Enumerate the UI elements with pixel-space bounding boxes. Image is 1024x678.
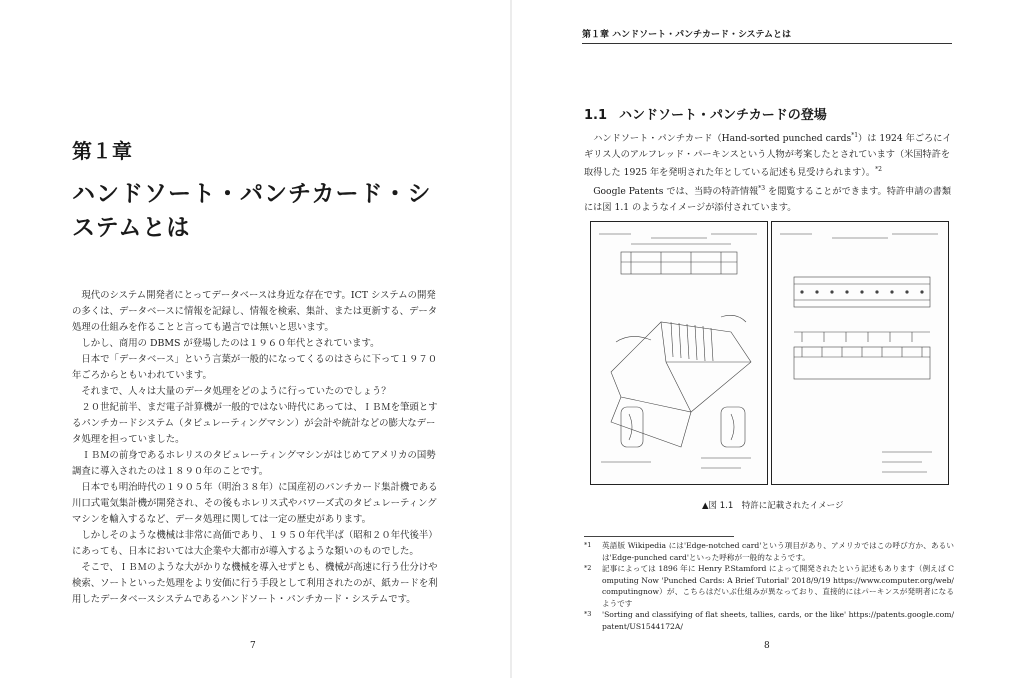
footnote-text: 英語版 Wikipedia には'Edge-notched card'という項目があり、アメリカではこの呼び方か、あるいは'Edge-punched card'といった呼称が一般的なようです。 xyxy=(602,541,954,562)
page-number-right: 8 xyxy=(764,641,770,651)
patent-drawing-sheet-1 xyxy=(590,221,768,485)
patent-drawing-sheet-2 xyxy=(771,221,949,485)
left-page xyxy=(0,0,510,678)
section-heading xyxy=(584,104,827,123)
section-title: ハンドソート・パンチカードの登場 xyxy=(619,108,827,123)
footnote-mark: *3 xyxy=(584,610,592,618)
footnote-divider xyxy=(584,536,734,537)
paragraph: ＩＢＭの前身であるホレリスのタビュレーティングマシンがはじめてアメリカの国勢調査に導入されたのは１８９０年のことです。 xyxy=(72,450,436,477)
running-head: 第１章 ハンドソート・パンチカード・システムとは xyxy=(582,27,952,44)
footnote xyxy=(584,609,954,632)
footnote-ref[interactable]: *3 xyxy=(758,185,766,193)
footnote-text[interactable]: 記事によっては 1896 年に Henry P.Stamford によって開発されたという記述もあります（例えば Computing Now 'Punched Cards: A Brief Tutorial' 2018/9/19 https://www.computer.org/web/computingnow）が、こちらはだいぶ仕組みが異なっており、直接的にはパーキンスが発明者になるようです xyxy=(602,564,954,608)
chapter-intro-text xyxy=(72,288,442,608)
footnote xyxy=(584,540,954,563)
section-body xyxy=(584,128,954,216)
paragraph: それまで、人々は大量のデータ処理をどのように行っていたのでしょう？ xyxy=(81,386,391,397)
section-number: 1.1 xyxy=(584,108,608,123)
patent-drawing-2-illustration xyxy=(772,222,948,484)
right-page xyxy=(512,0,1024,678)
paragraph: ハンドソート・パンチカード（Hand-sorted punched cards$^{*1}$）は 1924 年ごろにイギリス人のアルフレッド・パーキンスという人物が考案したとされています（米国特許を取得した 1925 年を発明された年としている記述も見受けられます）。$^{*2}$ xyxy=(584,132,952,179)
paragraph: ２０世紀前半、まだ電子計算機が一般的ではない時代にあっては、ＩＢＭを筆頭とするパンチカードシステム（タビュレーティングマシン）が会計や統計などの膨大なデータ処理を担っていました。 xyxy=(72,402,438,445)
page-number-left: 7 xyxy=(250,641,256,651)
footnote-mark: *1 xyxy=(584,541,592,549)
figure-caption: ▲図 1.1 特許に記載されたイメージ xyxy=(702,501,844,511)
paragraph: 日本でも明治時代の１９０５年（明治３８年）に国産初のパンチカード集計機である川口式電気集計機が開発され、その後もホレリス式やパワーズ式のタビュレーティングマシンを輸入するなど、データ処理に関しては一定の歴史があります。 xyxy=(72,482,438,525)
patent-drawing-1-illustration xyxy=(591,222,767,484)
paragraph: 日本で「データベース」という言葉が一般的になってくるのはさらに下って１９７０年ごろからともいわれています。 xyxy=(72,354,438,381)
chapter-title: ハンドソート・パンチカード・システムとは xyxy=(72,181,432,241)
footnote-ref[interactable]: *2 xyxy=(875,166,882,174)
paragraph: そこで、ＩＢＭのような大がかりな機械を導入せずとも、機械が高速に行う仕分けや検索、ソートといった処理をより安価に行う手段として利用されたのが、紙カードを利用したデータベースシステムであるハンドソート・パンチカード・システムです。 xyxy=(72,562,438,605)
footnote xyxy=(584,563,954,609)
paragraph: Google Patents では、当時の特許情報$^{*3}$ を閲覧することができます。特許申請の書類には図 1.1 のようなイメージが添付されています。 xyxy=(584,185,952,213)
paragraph: しかしそのような機械は非常に高価であり、１９５０年代半ば（昭和２０年代後半）にあっても、日本においては大企業や大都市が導入するような類いのものでした。 xyxy=(72,530,438,557)
paragraph: しかし、商用の DBMS が登場したのは１９６０年代とされています。 xyxy=(81,338,380,349)
footnote-ref[interactable]: *1 xyxy=(851,132,859,139)
footnote-text[interactable]: 'Sorting and classifying of flat sheets, tallies, cards, or the like' https://patents.google.com/patent/US1544172A/ xyxy=(602,610,954,631)
footnotes xyxy=(584,540,954,632)
chapter-label: 第１章 xyxy=(72,139,132,163)
paragraph: 現代のシステム開発者にとってデータベースは身近な存在です。ICT システムの開発の多くは、データベースに情報を記録し、情報を検索、集計、または更新する、データ処理の仕組みを作ることと言っても過言では無いと思います。 xyxy=(72,290,438,333)
footnote-mark: *2 xyxy=(584,564,592,572)
